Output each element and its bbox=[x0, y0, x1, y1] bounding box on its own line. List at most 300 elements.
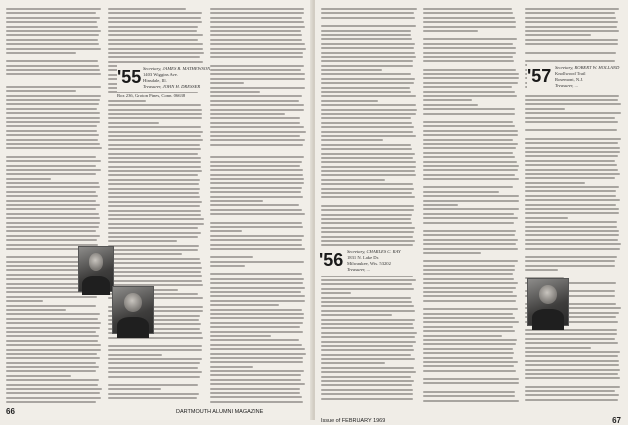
body-text-line bbox=[210, 313, 304, 315]
body-text-line bbox=[423, 278, 514, 280]
body-text-line bbox=[525, 256, 617, 258]
body-text-line bbox=[6, 160, 101, 162]
body-text-line bbox=[525, 48, 621, 52]
body-text-line bbox=[423, 77, 519, 79]
body-text-line bbox=[6, 173, 96, 175]
body-text-line bbox=[108, 376, 200, 378]
body-text-line bbox=[108, 240, 177, 242]
body-text-line bbox=[423, 73, 519, 75]
body-text-line bbox=[210, 95, 302, 97]
body-text-line bbox=[525, 169, 618, 171]
body-text-line bbox=[108, 100, 146, 102]
body-text-line bbox=[108, 388, 161, 390]
body-text-line bbox=[108, 345, 202, 347]
body-text-line bbox=[210, 213, 305, 215]
body-text-line bbox=[108, 232, 201, 234]
body-text-line bbox=[525, 373, 618, 375]
body-text-line bbox=[6, 65, 99, 67]
body-text-line bbox=[6, 186, 100, 188]
body-text-line bbox=[210, 196, 303, 198]
body-text-line bbox=[423, 113, 515, 115]
class-year: '57 bbox=[527, 66, 552, 86]
body-text-line bbox=[423, 395, 515, 397]
body-text-line bbox=[321, 196, 415, 198]
body-text-line bbox=[423, 156, 515, 158]
body-text-line bbox=[210, 239, 302, 241]
body-text-line bbox=[108, 161, 201, 163]
body-text-line bbox=[108, 157, 201, 159]
body-text-line bbox=[321, 192, 412, 194]
body-text-line bbox=[423, 230, 516, 232]
body-text-line bbox=[321, 288, 414, 290]
body-text-line bbox=[525, 342, 618, 344]
body-text-line bbox=[525, 217, 568, 219]
body-text-line bbox=[525, 164, 617, 166]
body-text-line bbox=[525, 138, 621, 140]
body-text-line bbox=[423, 143, 518, 145]
body-text-line bbox=[525, 239, 618, 241]
body-text-line bbox=[321, 205, 414, 207]
text-column-3 bbox=[210, 8, 306, 402]
body-text-line bbox=[6, 235, 100, 237]
body-text-line bbox=[6, 392, 100, 394]
body-text-line bbox=[108, 48, 203, 50]
body-text-line bbox=[321, 144, 411, 146]
body-text-line bbox=[423, 195, 519, 197]
body-text-line bbox=[6, 121, 100, 123]
body-text-line bbox=[321, 73, 411, 75]
body-text-line bbox=[6, 195, 98, 197]
body-text-line bbox=[321, 157, 413, 159]
body-text-line bbox=[423, 339, 517, 341]
body-text-line bbox=[525, 199, 620, 201]
body-text-line bbox=[210, 65, 304, 67]
body-text-line bbox=[108, 8, 186, 10]
body-text-line bbox=[108, 43, 203, 45]
body-text-line bbox=[321, 336, 415, 338]
body-text-line bbox=[321, 341, 416, 343]
body-text-line bbox=[321, 8, 417, 10]
body-text-line bbox=[210, 69, 301, 71]
body-text-line bbox=[423, 248, 518, 250]
body-text-line bbox=[108, 210, 201, 212]
body-text-line bbox=[6, 169, 101, 171]
body-text-line bbox=[423, 60, 514, 62]
body-text-line bbox=[6, 165, 96, 167]
body-text-line bbox=[423, 273, 513, 275]
body-text-line bbox=[108, 122, 159, 124]
body-text-line bbox=[6, 130, 97, 132]
body-text-line bbox=[210, 331, 303, 333]
body-text-line bbox=[210, 56, 303, 58]
body-text-line bbox=[525, 34, 591, 36]
page-footer bbox=[6, 407, 306, 416]
body-text-line bbox=[108, 39, 198, 41]
body-text-line bbox=[108, 179, 200, 181]
body-text-line bbox=[108, 17, 201, 19]
body-text-line bbox=[6, 86, 101, 88]
body-text-line bbox=[210, 131, 306, 133]
body-text-line bbox=[108, 113, 202, 115]
body-text-line bbox=[6, 69, 100, 71]
body-text-line bbox=[525, 338, 615, 340]
body-text-line bbox=[525, 26, 617, 28]
body-text-line bbox=[525, 21, 618, 23]
body-text-line bbox=[210, 317, 304, 319]
body-text-line bbox=[423, 161, 517, 163]
body-text-line bbox=[108, 21, 202, 23]
body-text-line bbox=[321, 153, 415, 155]
body-text-line bbox=[6, 34, 99, 36]
body-text-line bbox=[6, 309, 66, 311]
body-text-line bbox=[321, 126, 414, 128]
body-text-line bbox=[6, 344, 101, 346]
body-text-line bbox=[423, 91, 515, 93]
body-text-line bbox=[321, 12, 414, 14]
body-text-line bbox=[6, 397, 101, 399]
body-text-line bbox=[321, 310, 415, 312]
body-text-line bbox=[210, 287, 305, 289]
body-text-line bbox=[6, 204, 100, 206]
body-text-line bbox=[6, 90, 76, 92]
body-text-line bbox=[525, 347, 591, 349]
body-text-line bbox=[108, 253, 182, 255]
body-text-line bbox=[210, 366, 253, 368]
body-text-line bbox=[423, 82, 518, 84]
body-text-line bbox=[423, 43, 513, 45]
body-text-line bbox=[525, 364, 619, 366]
body-text-line bbox=[423, 382, 519, 384]
body-text-line bbox=[108, 358, 202, 360]
body-text-line bbox=[321, 292, 351, 294]
body-text-line bbox=[6, 379, 99, 381]
body-text-line bbox=[6, 327, 100, 329]
body-text-line bbox=[423, 26, 516, 28]
body-text-line bbox=[423, 243, 516, 245]
class-year: '56 bbox=[319, 250, 344, 270]
page-number: 66 bbox=[6, 407, 15, 416]
body-text-line bbox=[108, 245, 199, 247]
body-text-line bbox=[6, 95, 101, 97]
body-text-line bbox=[210, 109, 304, 111]
body-text-line bbox=[210, 8, 304, 10]
body-text-line bbox=[321, 218, 411, 220]
body-text-line bbox=[210, 379, 301, 381]
body-text-line bbox=[321, 34, 411, 36]
body-text-line bbox=[210, 135, 300, 137]
body-text-line bbox=[321, 188, 414, 190]
body-text-line bbox=[210, 182, 304, 184]
body-text-line bbox=[423, 21, 516, 23]
body-text-line bbox=[6, 178, 51, 180]
body-text-line bbox=[525, 360, 619, 362]
body-text-line bbox=[6, 353, 97, 355]
body-text-line bbox=[6, 213, 99, 215]
body-text-line bbox=[423, 134, 518, 136]
body-text-line bbox=[210, 300, 305, 302]
body-text-line bbox=[108, 117, 202, 119]
body-text-line bbox=[210, 235, 304, 237]
body-text-line bbox=[423, 86, 512, 88]
class-heading bbox=[117, 64, 209, 92]
body-text-line bbox=[108, 349, 202, 351]
body-text-line bbox=[321, 380, 414, 382]
magazine-title: DARTMOUTH ALUMNI MAGAZINE bbox=[176, 409, 264, 415]
body-text-line bbox=[423, 130, 518, 132]
body-text-line bbox=[108, 271, 201, 273]
body-text-line bbox=[210, 335, 271, 337]
body-text-line bbox=[321, 301, 412, 303]
body-text-line bbox=[525, 333, 617, 335]
body-text-line bbox=[423, 291, 513, 293]
body-text-line bbox=[108, 236, 198, 238]
body-text-line bbox=[6, 349, 101, 351]
body-text-line bbox=[321, 82, 414, 84]
body-text-line bbox=[6, 103, 99, 105]
body-text-line bbox=[321, 174, 416, 176]
body-text-line bbox=[423, 361, 518, 363]
body-text-line bbox=[423, 213, 514, 215]
body-text-line bbox=[321, 398, 413, 400]
body-text-line bbox=[6, 296, 97, 298]
body-text-line bbox=[210, 401, 303, 403]
body-text-line bbox=[108, 170, 202, 172]
body-text-line bbox=[210, 396, 302, 398]
body-text-line bbox=[210, 339, 299, 341]
body-text-line bbox=[423, 217, 518, 219]
body-text-line bbox=[6, 191, 96, 193]
body-text-line bbox=[6, 331, 96, 333]
text-column-4 bbox=[321, 8, 417, 402]
body-text-line bbox=[108, 148, 201, 150]
body-text-line bbox=[6, 182, 99, 184]
body-text-line bbox=[6, 335, 99, 337]
body-text-line bbox=[210, 48, 306, 50]
body-text-line bbox=[321, 240, 415, 242]
body-text-line bbox=[210, 144, 303, 146]
body-text-line bbox=[423, 12, 513, 14]
body-text-line bbox=[423, 269, 515, 271]
portrait-photo bbox=[78, 246, 114, 292]
body-text-line bbox=[525, 160, 615, 162]
class-secretary: Secretary, CHARLES C. RAY 1831 N. Lake Dr. Milwaukee, Wis. 53202 Treasurer, ... bbox=[347, 249, 401, 272]
body-text-line bbox=[525, 369, 620, 371]
body-text-line bbox=[210, 374, 301, 376]
body-text-line bbox=[525, 173, 620, 175]
body-text-line bbox=[210, 139, 305, 141]
body-text-line bbox=[423, 352, 514, 354]
body-text-line bbox=[321, 104, 416, 106]
body-text-line bbox=[210, 388, 300, 390]
portrait-photo bbox=[112, 286, 154, 334]
body-text-line bbox=[6, 226, 99, 228]
body-text-line bbox=[321, 179, 385, 181]
body-text-line bbox=[210, 100, 299, 102]
body-text-line bbox=[423, 17, 515, 19]
body-text-line bbox=[525, 230, 619, 232]
body-text-line bbox=[6, 117, 100, 119]
body-text-line bbox=[321, 319, 415, 321]
body-text-line bbox=[210, 165, 300, 167]
body-text-line bbox=[210, 17, 302, 19]
body-text-line bbox=[210, 174, 303, 176]
body-text-line bbox=[525, 155, 618, 157]
body-text-line bbox=[321, 358, 415, 360]
body-text-line bbox=[6, 230, 96, 232]
body-text-line bbox=[210, 178, 304, 180]
body-text-line bbox=[6, 21, 97, 23]
body-text-line bbox=[423, 317, 515, 319]
body-text-line bbox=[6, 143, 100, 145]
body-text-line bbox=[108, 249, 198, 251]
body-text-line bbox=[423, 321, 519, 323]
body-text-line bbox=[108, 126, 201, 128]
body-text-line bbox=[423, 265, 515, 267]
body-text-line bbox=[423, 147, 516, 149]
body-text-line bbox=[525, 377, 620, 379]
body-text-line bbox=[108, 52, 204, 54]
body-text-line bbox=[6, 313, 100, 315]
body-text-line bbox=[6, 52, 76, 54]
body-text-line bbox=[423, 260, 518, 262]
body-text-line bbox=[210, 52, 303, 54]
body-text-line bbox=[423, 365, 514, 367]
body-text-line bbox=[6, 48, 101, 50]
body-text-line bbox=[210, 113, 285, 115]
body-text-line bbox=[6, 362, 96, 364]
body-text-line bbox=[321, 161, 416, 163]
body-text-line bbox=[321, 43, 415, 45]
body-text-line bbox=[108, 371, 202, 373]
body-text-line bbox=[321, 131, 413, 133]
class-treasurer-address: Box 236, Groton Pines, Conn. 06638 bbox=[117, 93, 186, 98]
body-text-line bbox=[108, 362, 200, 364]
body-text-line bbox=[525, 355, 618, 357]
body-text-line bbox=[525, 208, 619, 210]
body-text-line bbox=[525, 260, 615, 262]
body-text-line bbox=[321, 148, 412, 150]
body-text-line bbox=[210, 209, 302, 211]
body-text-line bbox=[108, 144, 200, 146]
body-text-line bbox=[321, 376, 411, 378]
body-text-line bbox=[423, 282, 518, 284]
body-text-line bbox=[108, 61, 203, 63]
body-text-line bbox=[108, 12, 202, 14]
body-text-line bbox=[108, 218, 204, 220]
body-text-line bbox=[210, 122, 300, 124]
body-text-line bbox=[210, 322, 303, 324]
body-text-line bbox=[321, 305, 414, 307]
body-text-line bbox=[423, 38, 517, 40]
class-heading bbox=[319, 246, 417, 276]
class-secretary: Secretary, JAMES B. MATHEWSON 1403 Wiggins Ave. Hinsdale, Ill. Treasurer, JOHN H. DRESSER bbox=[143, 66, 211, 89]
body-text-line bbox=[210, 126, 304, 128]
body-text-line bbox=[321, 227, 415, 229]
body-text-line bbox=[525, 121, 618, 123]
body-text-line bbox=[423, 139, 513, 141]
body-text-line bbox=[108, 153, 198, 155]
body-text-line bbox=[525, 12, 615, 14]
body-text-line bbox=[423, 370, 516, 372]
class-year: '55 bbox=[117, 67, 142, 87]
body-text-line bbox=[108, 135, 201, 137]
body-text-line bbox=[423, 208, 519, 210]
body-text-line bbox=[525, 390, 615, 392]
body-text-line bbox=[6, 375, 71, 377]
body-text-line bbox=[423, 204, 458, 206]
body-text-line bbox=[210, 230, 242, 232]
body-text-line bbox=[6, 73, 101, 75]
body-text-line bbox=[6, 256, 86, 258]
body-text-line bbox=[6, 134, 99, 136]
body-text-line bbox=[321, 87, 410, 89]
body-text-line bbox=[210, 73, 305, 75]
portrait-photo bbox=[527, 278, 569, 326]
body-text-line bbox=[321, 362, 385, 364]
body-text-line bbox=[6, 12, 96, 14]
body-text-line bbox=[321, 332, 417, 334]
body-text-line bbox=[321, 25, 416, 27]
body-text-line bbox=[6, 8, 101, 10]
body-text-line bbox=[423, 52, 516, 54]
body-text-line bbox=[6, 60, 98, 62]
body-text-line bbox=[108, 223, 204, 225]
body-text-line bbox=[321, 371, 416, 373]
body-text-line bbox=[6, 300, 43, 302]
body-text-line bbox=[423, 121, 513, 123]
body-text-line bbox=[210, 78, 305, 80]
body-text-line bbox=[108, 201, 202, 203]
body-text-line bbox=[423, 30, 478, 32]
issue-date: Issue of FEBRUARY 1969 bbox=[321, 418, 386, 424]
body-text-line bbox=[210, 261, 304, 263]
body-text-line bbox=[6, 318, 98, 320]
left-page bbox=[0, 0, 313, 420]
body-text-line bbox=[525, 182, 585, 184]
body-text-line bbox=[210, 392, 300, 394]
body-text-line bbox=[525, 112, 621, 114]
body-text-line bbox=[210, 226, 303, 228]
body-text-line bbox=[210, 326, 300, 328]
body-text-line bbox=[108, 214, 201, 216]
body-text-line bbox=[210, 204, 299, 206]
body-text-line bbox=[6, 401, 96, 403]
body-text-line bbox=[525, 17, 616, 19]
body-text-line bbox=[108, 139, 203, 141]
body-text-line bbox=[423, 56, 513, 58]
body-text-line bbox=[321, 100, 378, 102]
body-text-line bbox=[210, 295, 305, 297]
body-text-line bbox=[108, 174, 198, 176]
body-text-line bbox=[321, 183, 413, 185]
body-text-line bbox=[6, 99, 100, 101]
right-page bbox=[315, 0, 628, 425]
body-text-line bbox=[525, 142, 618, 144]
body-text-line bbox=[525, 269, 558, 271]
body-text-line bbox=[423, 178, 519, 180]
body-text-line bbox=[108, 188, 200, 190]
body-text-line bbox=[423, 326, 513, 328]
body-text-line bbox=[423, 191, 499, 193]
body-text-line bbox=[6, 30, 101, 32]
body-text-line bbox=[108, 393, 199, 395]
body-text-line bbox=[321, 393, 413, 395]
body-text-line bbox=[525, 195, 616, 197]
body-text-line bbox=[321, 47, 414, 49]
body-text-line bbox=[6, 366, 99, 368]
body-text-line bbox=[423, 400, 519, 402]
class-heading bbox=[527, 62, 623, 92]
